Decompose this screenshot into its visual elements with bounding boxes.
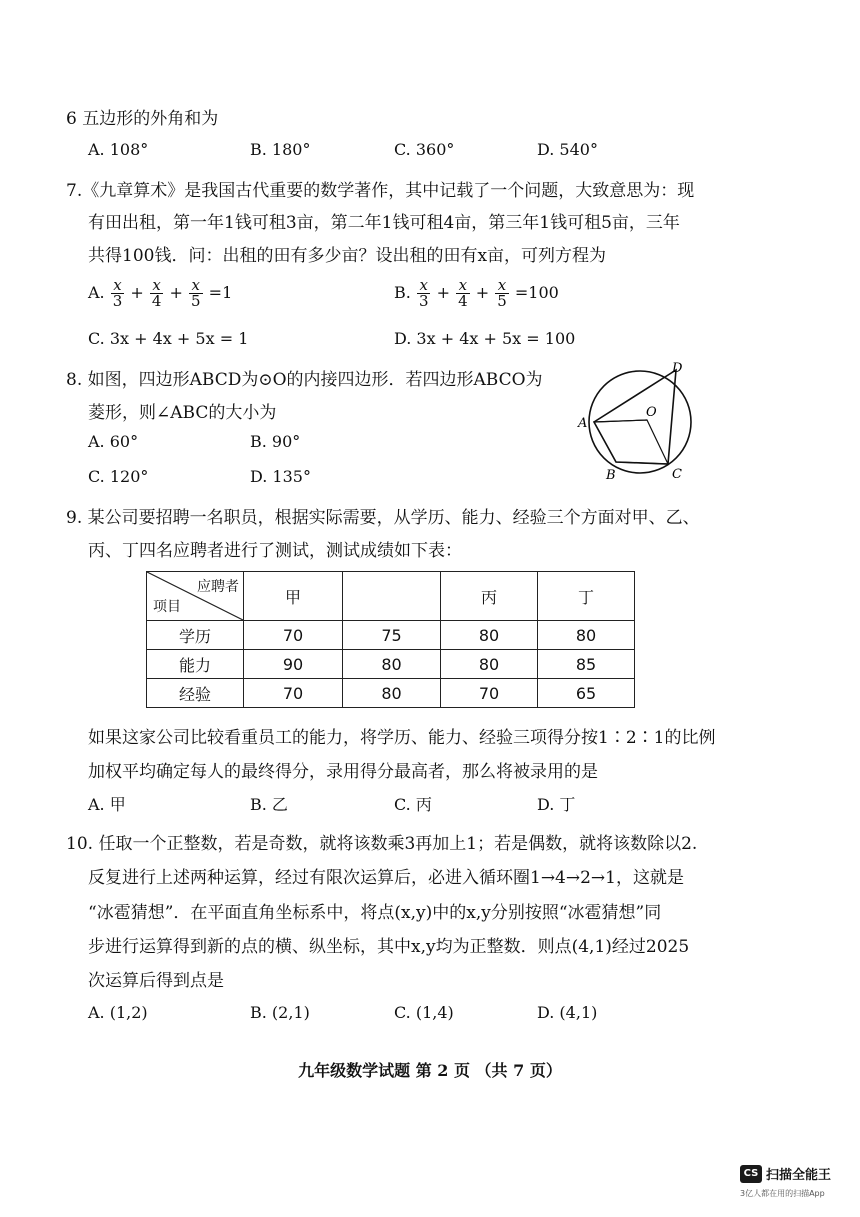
scanner-tagline: 3亿人都在用的扫描App: [740, 1189, 825, 1198]
q7-option-d: D. 3x + 4x + 5x = 100: [394, 329, 576, 348]
table-header: 甲: [244, 572, 343, 621]
corner-bottom-label: 项目: [153, 599, 181, 615]
table-cell: 85: [538, 650, 635, 679]
q10-option-b: B. (2,1): [250, 1003, 310, 1022]
row-label: 学历: [147, 621, 244, 650]
q10-line-5: 次运算后得到点是: [88, 971, 224, 991]
q10-option-a: A. (1,2): [88, 1003, 148, 1022]
fraction: $\frac{x}{3}$: [418, 276, 429, 310]
table-row: [147, 650, 635, 679]
table-header: 丙: [441, 572, 538, 621]
q9-option-b: B. 乙: [250, 795, 288, 814]
q8-line-1: 8. 如图，四边形ABCD为⊙O的内接四边形．若四边形ABCO为: [66, 370, 543, 390]
q6-option-d: D. 540°: [537, 140, 598, 159]
q7-option-c: C. 3x + 4x + 5x = 1: [88, 329, 249, 348]
q9-option-c: C. 丙: [394, 795, 432, 814]
table-cell: 80: [538, 621, 635, 650]
q9-option-d: D. 丁: [537, 795, 576, 814]
score-table: [146, 571, 635, 708]
q9-after-1: 如果这家公司比较看重员工的能力，将学历、能力、经验三项得分按1∶2∶1的比例: [88, 728, 716, 748]
label-b: B: [606, 468, 616, 483]
q9-line-1: 9. 某公司要招聘一名职员，根据实际需要，从学历、能力、经验三个方面对甲、乙、: [66, 508, 700, 528]
fraction: $\frac{x}{4}$: [151, 276, 162, 310]
page-footer: 九年级数学试题 第 2 页 （共 7 页）: [298, 1061, 562, 1080]
q7-option-b: B. $\frac{x}{3}$ + $\frac{x}{4}$ + $\frac{x}{5}$ =100: [394, 276, 559, 310]
fraction: $\frac{x}{4}$: [458, 276, 468, 310]
label-a: A: [578, 416, 588, 431]
fraction: $\frac{x}{5}$: [497, 276, 507, 310]
corner-top-label: 应聘者: [197, 579, 239, 595]
table-row: [147, 621, 635, 650]
q8-line-2: 菱形，则∠ABC的大小为: [88, 403, 277, 423]
q8-option-b: B. 90°: [250, 432, 301, 451]
label-d: D: [672, 361, 683, 376]
q9-after-2: 加权平均确定每人的最终得分，录用得分最高者，那么将被录用的是: [88, 762, 598, 782]
row-label: 能力: [147, 650, 244, 679]
table-header: [343, 572, 441, 621]
label-c: C: [672, 467, 682, 482]
q7-option-b-label: B.: [394, 283, 411, 302]
table-cell: 70: [244, 679, 343, 708]
scanner-app-name: 扫描全能王: [766, 1168, 832, 1183]
q10-line-1: 10. 任取一个正整数，若是奇数，就将该数乘3再加上1；若是偶数，就将该数除以2.: [66, 834, 698, 854]
segment-ao: [594, 420, 647, 422]
table-cell: 65: [538, 679, 635, 708]
circle-quadrilateral-figure: [570, 360, 720, 490]
q8-option-a: A. 60°: [88, 432, 139, 451]
table-cell: 80: [343, 650, 441, 679]
table-row: [147, 679, 635, 708]
table-header-row: [147, 572, 635, 621]
table-cell: 80: [441, 621, 538, 650]
table-cell: 80: [343, 679, 441, 708]
row-label: 经验: [147, 679, 244, 708]
q6-option-c: C. 360°: [394, 140, 455, 159]
scanner-watermark: [740, 1164, 831, 1183]
q7-line-2: 有田出租，第一年1钱可租3亩，第二年1钱可租4亩，第三年1钱可租5亩，三年: [88, 213, 680, 233]
table-cell: 75: [343, 621, 441, 650]
q10-line-4: 步进行运算得到新的点的横、纵坐标，其中x,y均为正整数．则点(4,1)经过2025: [88, 937, 690, 957]
q10-line-2: 反复进行上述两种运算，经过有限次运算后，必进入循环圈1→4→2→1，这就是: [88, 868, 684, 888]
label-o: O: [646, 405, 657, 420]
q6-option-b: B. 180°: [250, 140, 311, 159]
table-cell: 90: [244, 650, 343, 679]
q10-option-c: C. (1,4): [394, 1003, 454, 1022]
q7-line-3: 共得100钱．问：出租的田有多少亩？设出租的田有x亩，可列方程为: [88, 246, 607, 266]
table-cell: 70: [244, 621, 343, 650]
table-cell: 70: [441, 679, 538, 708]
cs-logo-icon: CS: [740, 1165, 762, 1183]
q9-line-2: 丙、丁四名应聘者进行了测试，测试成绩如下表：: [88, 541, 462, 561]
q9-option-a: A. 甲: [88, 795, 126, 814]
q8-option-c: C. 120°: [88, 467, 149, 486]
table-cell: 80: [441, 650, 538, 679]
q6-stem: 6 五边形的外角和为: [66, 109, 219, 129]
q7-option-a-label: A.: [88, 283, 105, 302]
q7-line-1: 7.《九章算术》是我国古代重要的数学著作，其中记载了一个问题，大致意思为：现: [66, 181, 695, 201]
q10-option-d: D. (4,1): [537, 1003, 598, 1022]
rhombus-abco: [594, 420, 668, 464]
q6-option-a: A. 108°: [88, 140, 149, 159]
fraction: $\frac{x}{5}$: [191, 276, 201, 310]
q8-option-d: D. 135°: [250, 467, 311, 486]
table-corner-cell: [147, 572, 244, 621]
fraction: $\frac{x}{3}$: [112, 276, 123, 310]
table-header: 丁: [538, 572, 635, 621]
q7-option-a: A. $\frac{x}{3}$ + $\frac{x}{4}$ + $\frac{x}{5}$ =1: [88, 276, 233, 310]
q10-line-3: “冰雹猜想”．在平面直角坐标系中，将点(x,y)中的x,y分别按照“冰雹猜想”同: [88, 903, 662, 923]
